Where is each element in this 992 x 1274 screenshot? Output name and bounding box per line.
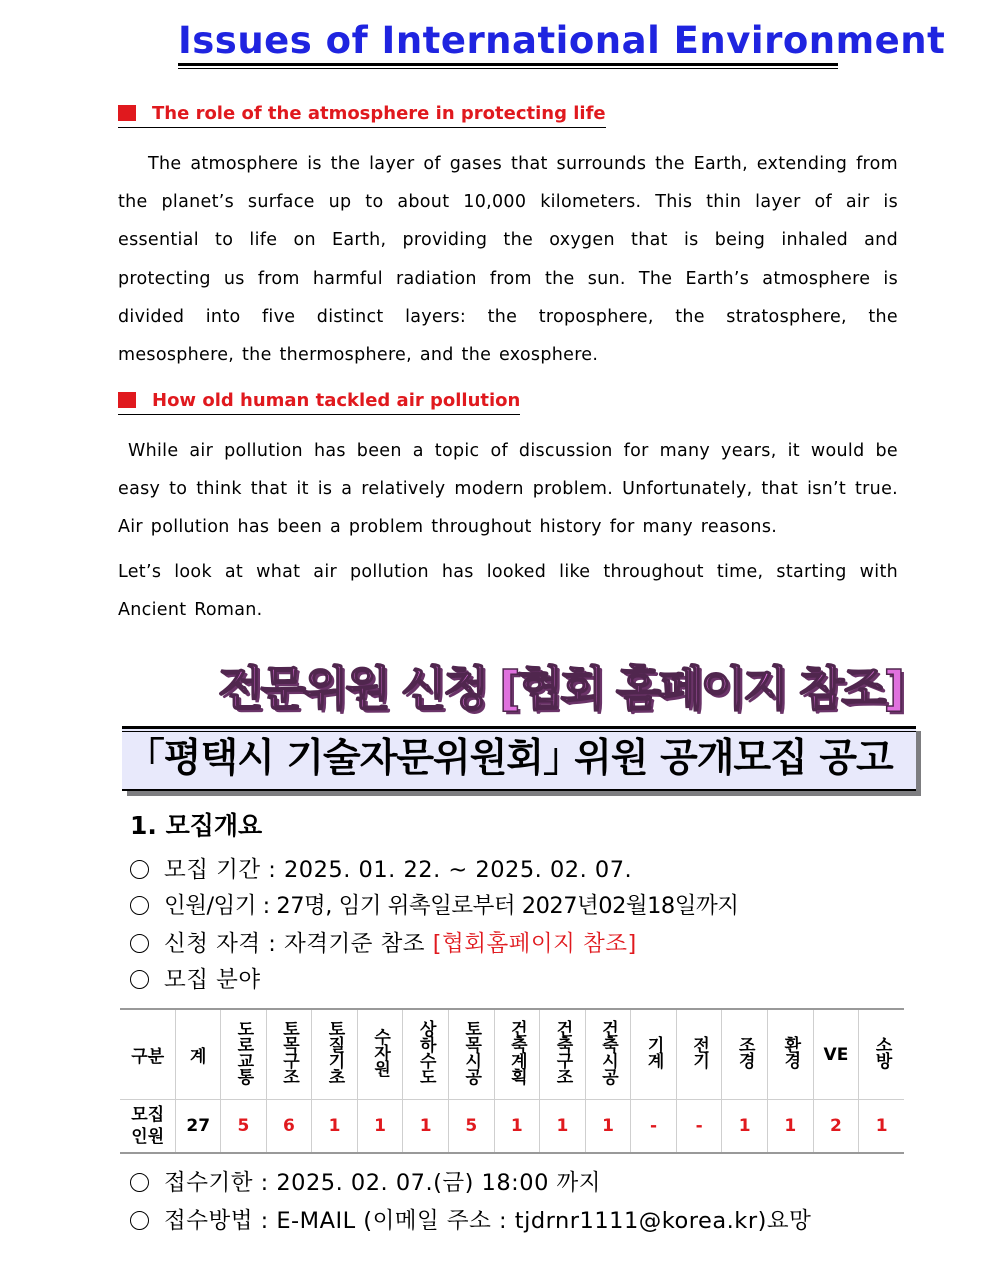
header-field-cell xyxy=(585,1009,631,1100)
info-members xyxy=(130,891,738,921)
value-cell: 6 xyxy=(266,1100,312,1154)
circle-bullet-icon xyxy=(130,1173,149,1192)
header-field-cell xyxy=(540,1009,586,1100)
paragraph-atmosphere: The atmosphere is the layer of gases that surrounds the Earth, extending from the planet’s surface up to about 10,000 kilometers. This thin layer of air is essential to life on Earth, providing the oxygen that is being inhaled and protecting us from harmful radiation from the sun. The Earth’s atmosphere is divided into five distinct layers: the troposphere, the stratosphere, the mesosphere, the thermosphere, and the exosphere. xyxy=(118,154,898,366)
value-cell: - xyxy=(631,1100,677,1154)
row-label-cell: 모집 인원 xyxy=(120,1100,176,1154)
value-cell: 1 xyxy=(859,1100,904,1154)
circle-bullet-icon xyxy=(130,860,149,879)
total-cell: 27 xyxy=(176,1100,221,1154)
info-method xyxy=(130,1206,811,1236)
header-field-cell xyxy=(221,1009,267,1100)
header-label-cell: 구분 xyxy=(120,1009,176,1100)
header-field-cell xyxy=(494,1009,540,1100)
notice-title: ｢평택시 기술자문위원회｣ 위원 공개모집 공고 xyxy=(145,736,893,781)
field-label: 조경 xyxy=(734,1036,755,1068)
section-heading-text: How old human tackled air pollution xyxy=(152,390,521,411)
value-cell: 2 xyxy=(813,1100,859,1154)
header-field-cell xyxy=(722,1009,768,1100)
period-text: 모집 기간 : 2025. 01. 22. ~ 2025. 02. 07. xyxy=(164,857,633,883)
field-label: 도로교통 xyxy=(233,1020,254,1084)
info-deadline xyxy=(130,1168,601,1198)
field-label: 소방 xyxy=(871,1036,892,1068)
method-text: 접수방법 : E-MAIL (이메일 주소 : tjdrnr1111@korea.kr)요망 xyxy=(164,1208,812,1234)
section-heading-air-pollution xyxy=(118,390,520,415)
value-cell: 1 xyxy=(585,1100,631,1154)
field-label: 전기 xyxy=(689,1036,710,1068)
header-field-cell xyxy=(631,1009,677,1100)
table-data-row xyxy=(120,1100,904,1154)
header-field-cell xyxy=(312,1009,358,1100)
fields-text: 모집 분야 xyxy=(164,967,261,993)
field-label: 상하수도 xyxy=(415,1020,436,1084)
field-label: 환경 xyxy=(780,1036,801,1068)
field-label: 토목구조 xyxy=(278,1020,299,1084)
value-cell: 1 xyxy=(540,1100,586,1154)
value-cell: 1 xyxy=(768,1100,814,1154)
header-field-cell xyxy=(859,1009,904,1100)
section-heading-atmosphere xyxy=(118,103,606,128)
header-field-cell xyxy=(357,1009,403,1100)
info-period xyxy=(130,855,632,885)
title-double-rule-top xyxy=(178,63,838,66)
red-square-bullet-icon xyxy=(118,392,136,408)
value-cell: 5 xyxy=(221,1100,267,1154)
info-qualification xyxy=(130,929,637,959)
field-label: 토목시공 xyxy=(461,1020,482,1084)
field-label: 기계 xyxy=(643,1036,664,1068)
paragraph-air-pollution-1: While air pollution has been a topic of discussion for many years, it would be easy to think that it is a relatively modern problem. Unfortunately, that isn’t true. Air pollution has been a problem throughout history for many reasons. xyxy=(118,441,898,538)
header-field-cell xyxy=(448,1009,494,1100)
field-label: 건축시공 xyxy=(597,1020,618,1084)
circle-bullet-icon xyxy=(130,934,149,953)
field-label: 토질기초 xyxy=(324,1020,345,1084)
value-cell: 1 xyxy=(494,1100,540,1154)
field-label: 건축계획 xyxy=(506,1020,527,1084)
circle-bullet-icon xyxy=(130,896,149,915)
recruitment-table xyxy=(120,1008,904,1154)
circle-bullet-icon xyxy=(130,970,149,989)
header-field-cell xyxy=(403,1009,449,1100)
red-square-bullet-icon xyxy=(118,105,136,121)
header-field-cell xyxy=(768,1009,814,1100)
value-cell: - xyxy=(676,1100,722,1154)
info-fields xyxy=(130,965,261,995)
notice-title-box xyxy=(122,726,916,791)
title-double-rule-bottom xyxy=(178,68,838,69)
section-heading-text: The role of the atmosphere in protecting life xyxy=(152,103,606,124)
value-cell: 5 xyxy=(448,1100,494,1154)
header-field-cell xyxy=(676,1009,722,1100)
circle-bullet-icon xyxy=(130,1211,149,1230)
qualification-text: 신청 자격 : 자격기준 참조 xyxy=(164,931,433,957)
expert-application-banner xyxy=(218,660,903,724)
value-cell: 1 xyxy=(312,1100,358,1154)
header-field-cell: VE xyxy=(813,1009,859,1100)
header-field-cell xyxy=(266,1009,312,1100)
field-label: 건축구조 xyxy=(552,1020,573,1084)
value-cell: 1 xyxy=(722,1100,768,1154)
banner-text: 전문위원 신청 [협회 홈페이지 참조] xyxy=(218,662,903,717)
notice-double-rule xyxy=(122,731,916,732)
paragraph-air-pollution-2: Let’s look at what air pollution has looked like throughout time, starting with Ancient Roman. xyxy=(118,562,898,621)
field-label: 수자원 xyxy=(370,1028,391,1076)
value-cell: 1 xyxy=(357,1100,403,1154)
overview-heading: 1. 모집개요 xyxy=(130,811,263,840)
table-header-row xyxy=(120,1009,904,1100)
deadline-text: 접수기한 : 2025. 02. 07.(금) 18:00 까지 xyxy=(164,1170,602,1196)
members-text: 인원/임기 : 27명, 임기 위촉일로부터 2027년02월18일까지 xyxy=(164,893,739,919)
value-cell: 1 xyxy=(403,1100,449,1154)
qualification-note: [협회홈페이지 참조] xyxy=(432,931,637,957)
header-total-cell: 계 xyxy=(176,1009,221,1100)
document-title: Issues of International Environment xyxy=(178,19,946,62)
